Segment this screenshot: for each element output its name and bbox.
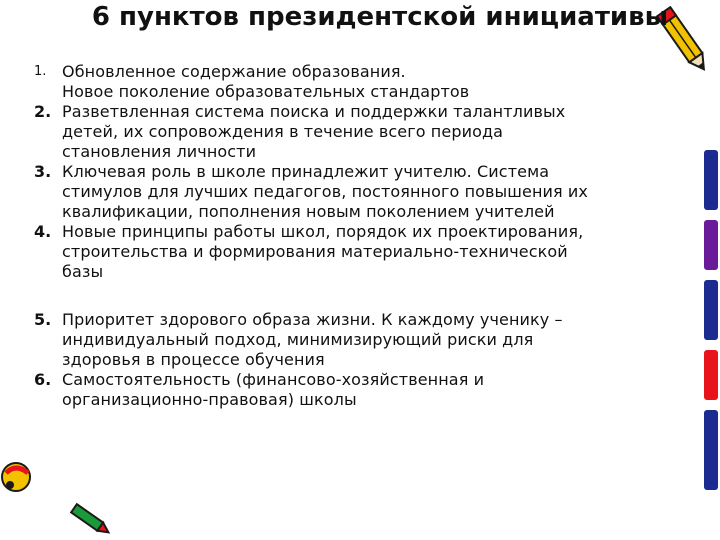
item-number: 3. bbox=[34, 162, 52, 181]
list-item bbox=[24, 102, 684, 162]
list-item bbox=[24, 62, 684, 102]
item-text bbox=[62, 370, 684, 410]
item-line: базы bbox=[62, 262, 104, 281]
pencil-icon bbox=[64, 500, 114, 540]
item-text bbox=[62, 102, 684, 162]
item-line: строительства и формирования материально-технической bbox=[62, 242, 568, 261]
item-line: стимулов для лучших педагогов, постоянного повышения их bbox=[62, 182, 588, 201]
item-line: индивидуальный подход, минимизирующий риски для bbox=[62, 330, 534, 349]
item-line: Приоритет здорового образа жизни. К каждому ученику – bbox=[62, 310, 563, 329]
item-text bbox=[62, 310, 684, 370]
item-line: Разветвленная система поиска и поддержки талантливых bbox=[62, 102, 566, 121]
slide-title: 6 пунктов президентской инициативы bbox=[91, 2, 669, 32]
item-number: 1. bbox=[34, 64, 47, 79]
item-number: 6. bbox=[34, 370, 52, 389]
list-item bbox=[24, 222, 684, 282]
list-item bbox=[24, 162, 684, 222]
item-line: Ключевая роль в школе принадлежит учителю. Система bbox=[62, 162, 550, 181]
item-text bbox=[62, 222, 684, 282]
item-number: 5. bbox=[34, 310, 52, 329]
item-line: здоровья в процессе обучения bbox=[62, 350, 325, 369]
item-text bbox=[62, 162, 684, 222]
crayon-icon bbox=[680, 150, 720, 500]
item-number: 4. bbox=[34, 222, 52, 241]
item-line: становления личности bbox=[62, 142, 257, 161]
item-line: Новые принципы работы школ, порядок их проектирования, bbox=[62, 222, 584, 241]
initiative-list bbox=[24, 62, 684, 410]
item-line: квалификации, пополнения новым поколением учителей bbox=[62, 202, 555, 221]
list-item bbox=[24, 310, 684, 370]
item-line: Самостоятельность (финансово-хозяйственная и bbox=[62, 370, 485, 389]
item-line: организационно-правовая) школы bbox=[62, 390, 357, 409]
list-item bbox=[24, 370, 684, 410]
item-number: 2. bbox=[34, 102, 52, 121]
item-line: Новое поколение образовательных стандартов bbox=[62, 82, 470, 101]
item-text bbox=[62, 62, 684, 102]
item-line: Обновленное содержание образования. bbox=[62, 62, 406, 81]
item-line: детей, их сопровождения в течение всего периода bbox=[62, 122, 504, 141]
crayon-icon bbox=[0, 455, 40, 515]
